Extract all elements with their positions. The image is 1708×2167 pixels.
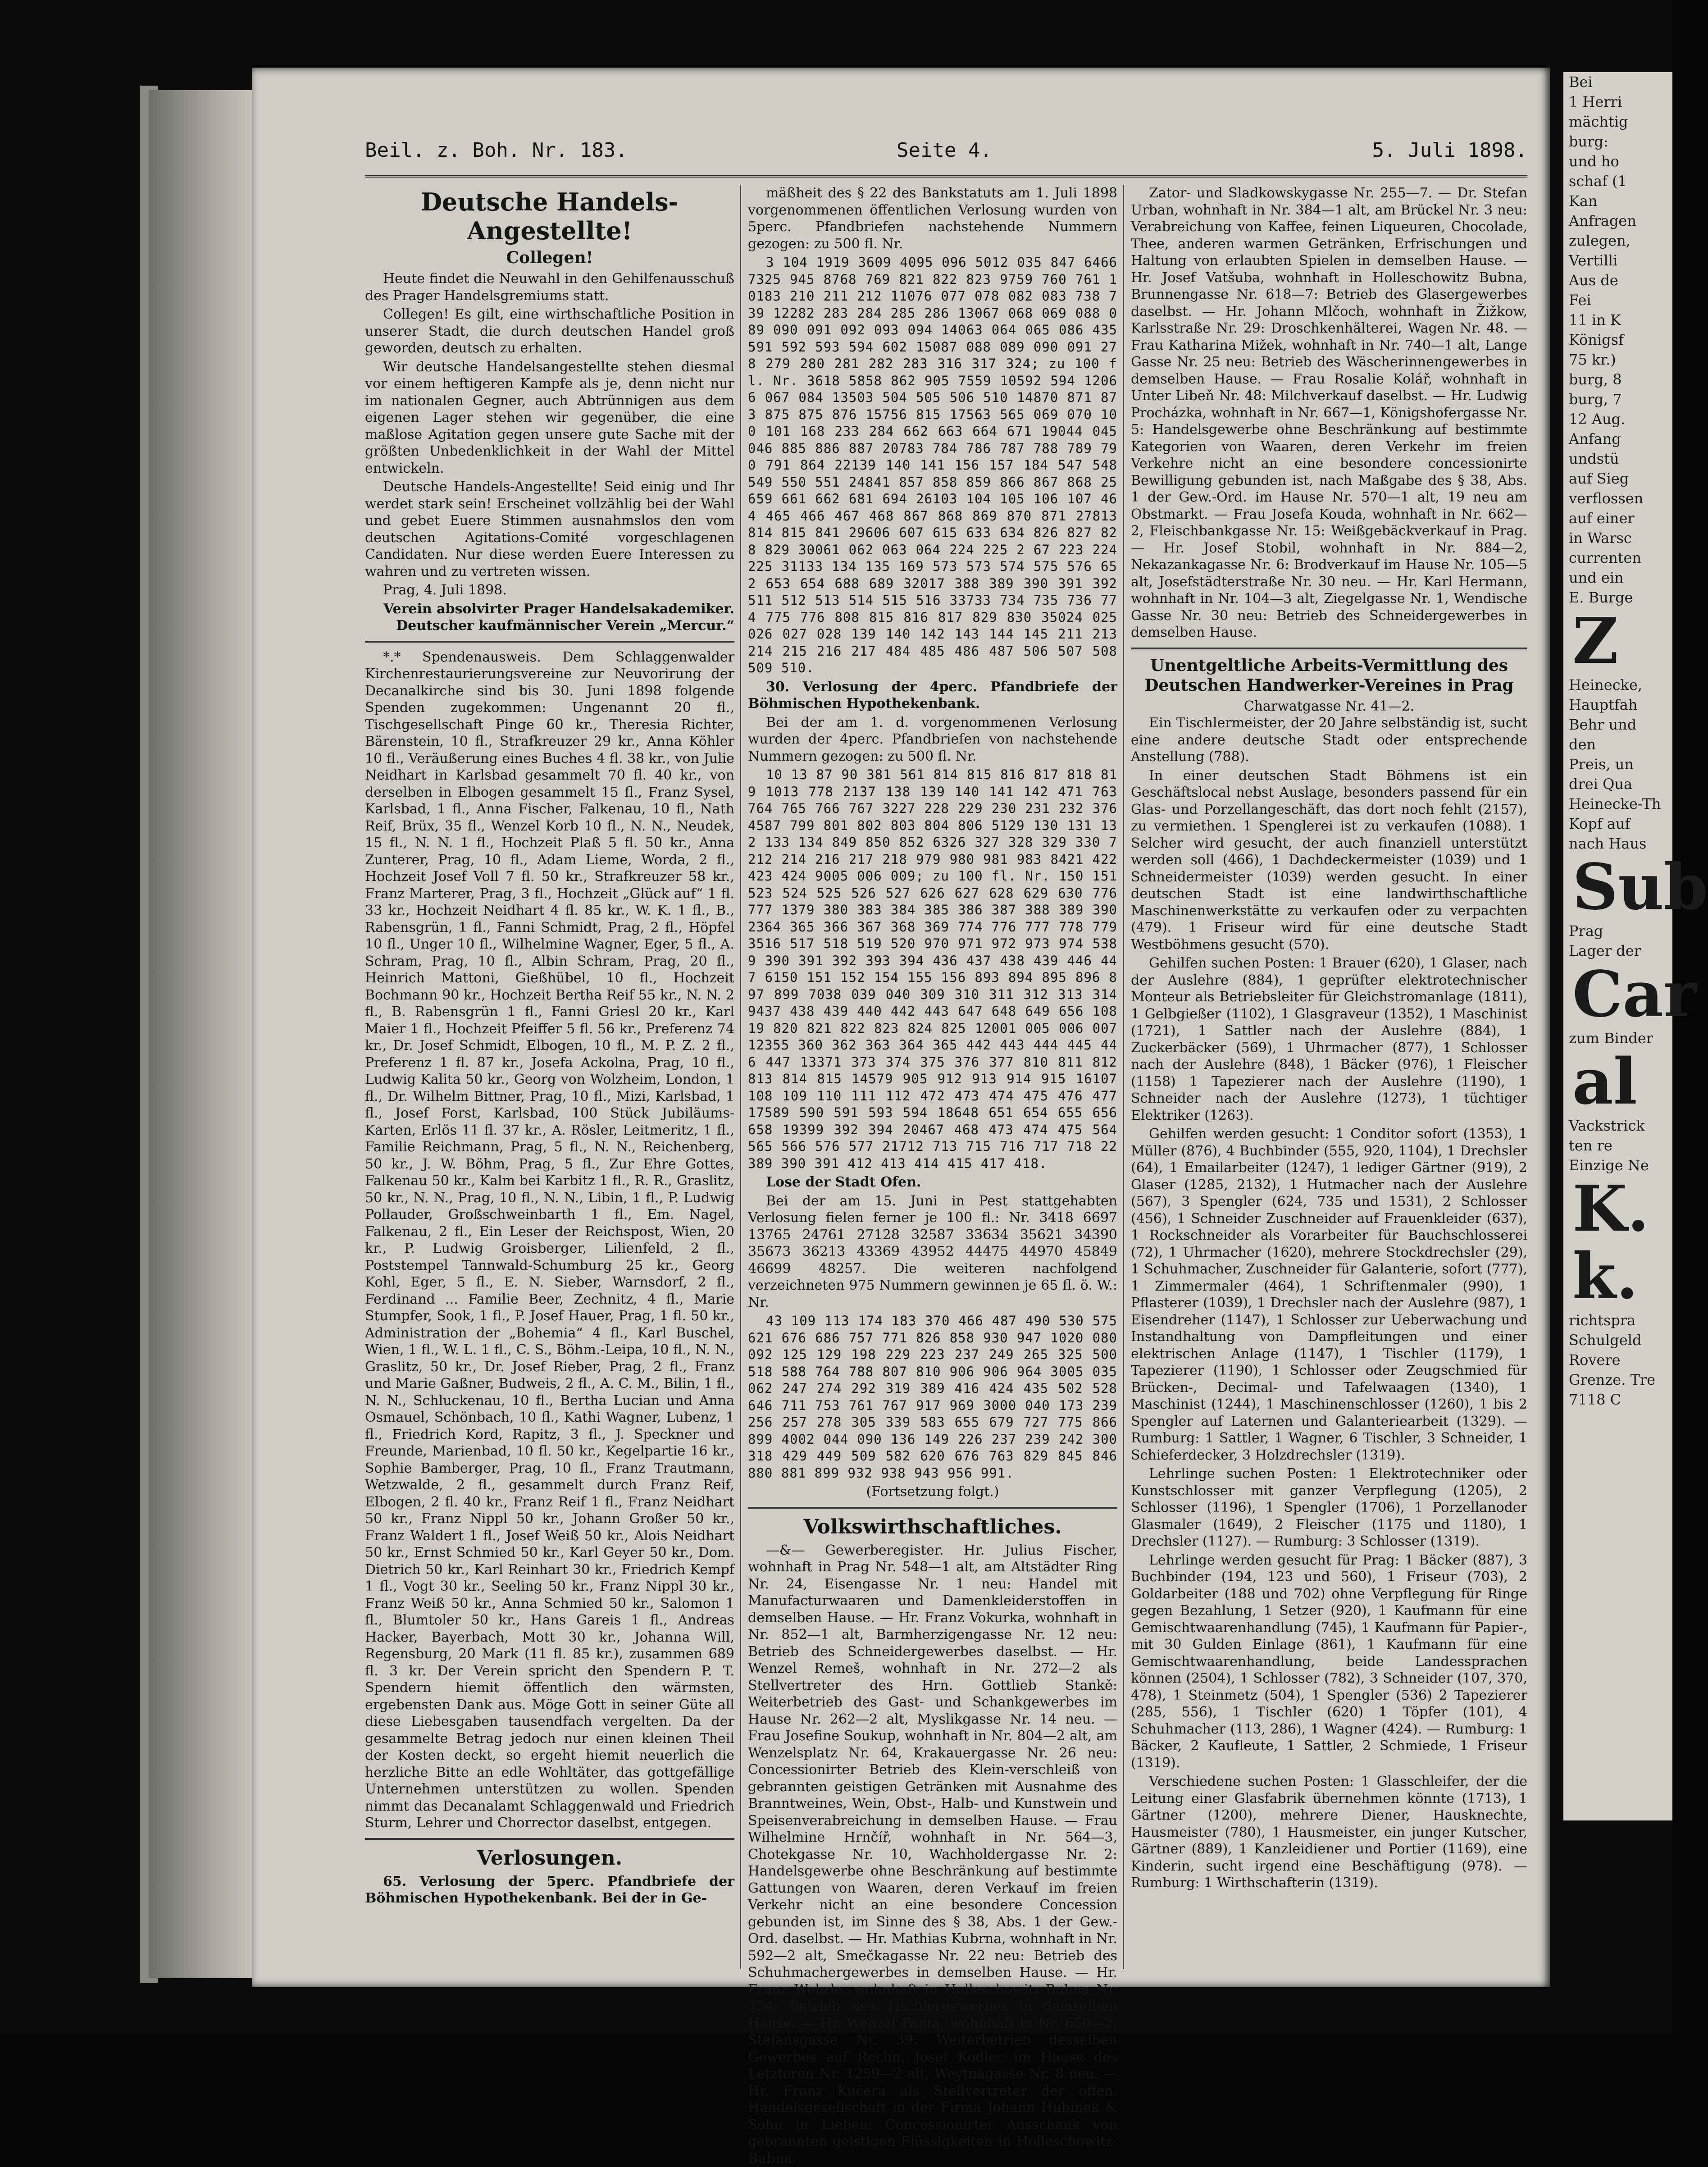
column-2 xyxy=(748,185,1117,1969)
lottery-text: Bei der am 15. Juni in Pest stattgehabten Verlosung fielen ferner je 100 fl.: Nr. 3418 6697 13765 24761 27128 32587 33634 35621 34390 35673 36213 43369 43952 44475 44970 45849 46699 48257. Die weiteren nachfolgend verzeichneten 975 Nummern gewinnen je 65 fl. ö. W.: Nr. xyxy=(748,1193,1117,1311)
donations-notice: *.* Spendenausweis. Dem Schlaggenwalder Kirchenrestaurierungsvereine zur Neuvorirung der Decanalkirche sind bis 30. Juni 1898 folgende Spenden zugekommen: Ungenannt 20 fl., Tischgesellschaft Pinge 60 kr., Theresia Richter, Bärenstein, 10 fl., Strafkreuzer 29 kr., Anna Köhler 10 fl., Veräußerung eines Buches 4 fl. 38 kr., von Julie Neidhart in Karlsbad gesammelt 70 fl. 40 kr., von derselben in Elbogen gesammelt 15 fl., Franz Sysel, Karlsbad, 1 fl., Anna Fischer, Falkenau, 10 fl., Nath Reif, Brüx, 35 fl., Wenzel Korb 10 fl., N. N., Neudek, 15 fl., N. N. 1 fl., Hochzeit Plaß 5 fl. 50 kr., Anna Zunterer, Prag, 10 fl., Adam Lieme, Worda, 2 fl., Hochzeit Josef Voll 7 fl. 50 kr., Strafkreuzer 58 kr., Franz Marterer, Prag, 3 fl., Hochzeit „Glück auf“ 1 fl. 33 kr., Hochzeit Neidhart 4 fl. 85 kr., W. K. 1 fl., B., Rabensgrün, 1 fl., Fanni Schmidt, Prag, 2 fl., Höpfel 10 fl., Unger 10 fl., Wilhelmine Wagner, Eger, 5 fl., A. Schram, Prag, 10 fl., Albin Schram, Prag, 20 fl., Heinrich Mattoni, Gießhübel, 10 fl., Hochzeit Bochmann 90 kr., Hochzeit Bertha Reif 55 kr., N. N. 2 fl., B. Rabensgrün 1 fl., Fanni Griesl 20 kr., Karl Maier 1 fl., Hochzeit Pfeiffer 5 fl. 56 kr., Preferenz 74 kr., Dr. Josef Schmidt, Elbogen, 10 fl., M. P. Z. 2 fl., Preferenz 1 fl. 87 kr., Josefa Ackolna, Prag, 10 fl., Ludwig Kalita 50 kr., Georg von Wolzheim, London, 1 fl., Dr. Wilhelm Bittner, Prag, 10 fl., Mizi, Karlsbad, 1 fl., Josef Forst, Karlsbad, 100 Stück Jubiläums-Karten, Erlös 11 fl. 37 kr., A. Rösler, Leitmeritz, 1 fl., Familie Reichmann, Prag, 5 fl., N. N., Reichenberg, 50 kr., J. W. Böhm, Prag, 5 fl., Zur Ehre Gottes, Falkenau 50 kr., Kalm bei Karbitz 1 fl., R. R., Graslitz, 50 kr., N. N., Prag, 10 fl., N. N., Libin, 1 fl., P. Ludwig Pollauder, Großschweinbarth 1 fl., Em. Nagel, Falkenau, 2 fl., Ein Leser der Reichspost, Wien, 20 kr., P. Ludwig Groisberger, Lilienfeld, 2 fl., Poststempel Tannwald-Schumburg 25 kr., Georg Kohl, Eger, 5 fl., E. N. Sieber, Warnsdorf, 2 fl., Ferdinand ... Familie Beer, Zechnitz, 4 fl., Marie Stumpfer, Sook, 1 fl., P. Josef Hauer, Prag, 1 fl. 50 kr., Administration der „Bohemia“ 4 fl., Karl Buschel, Wien, 1 fl., W. L. 1 fl., C. S., Böhm.-Leipa, 10 fl., N. N., Graslitz, 50 kr., Dr. Josef Rieber, Prag, 2 fl., Franz und Marie Gaßner, Budweis, 2 fl., A. C. M., Bilin, 1 fl., N. N., Schluckenau, 10 fl., Bertha Lucian und Anna Osmauel, Schönbach, 10 fl., Kathi Wagner, Lubenz, 1 fl., Friedrich Kord, Rapitz, 3 fl., J. Speckner und Freunde, Marienbad, 10 fl. 50 kr., Kegelpartie 16 kr., Sophie Bamberger, Prag, 10 fl., Franz Trautmann, Wetzwalde, 2 fl., gesammelt durch Franz Reif, Elbogen, 2 fl. 40 kr., Franz Reif 1 fl., Franz Neidhart 50 kr., Franz Nippl 50 kr., Johann Großer 50 kr., Franz Waldert 1 fl., Josef Weiß 50 kr., Alois Neidhart 50 kr., Ernst Schmied 50 kr., Karl Geyer 50 kr., Dom. Dietrich 50 kr., Karl Reinhart 30 kr., Friedrich Kempf 1 fl., Vogt 30 kr., Seeling 50 kr., Franz Nippl 30 kr., Franz Weiß 50 kr., Anna Schmied 50 kr., Salomon 1 fl., Blumtoler 50 kr., Hans Gareis 1 fl., Andreas Hacker, Bayerbach, Mott 30 kr., Johanna Will, Regensburg, 20 Mark (11 fl. 85 kr.), zusammen 689 fl. 3 kr. Der Verein spricht den Spendern P. T. Spendern hiemit öffentlich den wärmsten, ergebensten Dank aus. Möge Gott in seiner Güte all diese Liebesgaben tausendfach vergelten. Da der gesammelte Betrag jedoch nur einen kleinen Theil der Kosten deckt, so ergeht hiemit neuerlich die herzliche Bitte an edle Wohltäter, das gottgefällige Unternehmen unterstützen zu wollen. Spenden nimmt das Decanalamt Schlaggenwald und Friedrich Sturm, Lehrer und Chorrector daselbst, entgegen. xyxy=(365,649,734,1832)
lottery-intro: 65. Verlosung der 5perc. Pfandbriefe der Böhmischen Hypothekenbank. Bei der in Ge- xyxy=(365,1873,734,1907)
appeal-paragraph: Deutsche Handels-Angestellte! Seid einig und Ihr werdet stark sein! Erscheinet vollzählig bei der Wahl und gebet Euere Stimmen ausnahmslos den vom deutschen Agitations-Comité vorgeschlagenen Candidaten. Nur diese werden Euere Interessen zu wahren und zu vertreten wissen. xyxy=(365,479,734,580)
adjacent-page-line: 7118 C xyxy=(1563,1390,1672,1410)
adjacent-page-large-letters: al xyxy=(1563,1048,1672,1116)
adjacent-page-line: verflossen xyxy=(1563,488,1672,508)
labour-paragraph: Lehrlinge werden gesucht für Prag: 1 Bäcker (887), 3 Buchbinder (194, 123 und 560), 1 Friseur (703), 2 Goldarbeiter (188 und 702) ohne Verpflegung für Ringe gegen Bezahlung, 1 Setzer (920), 1 Kaufmann für eine Gemischtwaarenhandlung (745), 1 Kaufmann für Papier-, mit 30 Gulden Einlage (861), 1 Kaufmann für eine Gemischtwaarenhandlung, beide Landessprachen können (2504), 1 Schlosser (782), 3 Schneider (107, 370, 478), 1 Steinmetz (504), 1 Spengler (536) 2 Tapezierer (285, 556), 1 Tischler (620) 1 Töpfer (101), 4 Schuhmacher (113, 286), 1 Wagner (424). — Rumburg: 1 Bäcker, 2 Kaufleute, 1 Sattler, 2 Schmiede, 1 Friseur (1319). xyxy=(1131,1552,1527,1772)
adjacent-page-line: Einzige Ne xyxy=(1563,1155,1672,1175)
appeal-subtitle: Collegen! xyxy=(365,248,734,268)
appeal-title: Deutsche Handels-Angestellte! xyxy=(365,187,734,245)
lottery-title: 30. Verlosung der 4perc. Pfandbriefe der Böhmischen Hypothekenbank. xyxy=(748,679,1117,712)
adjacent-page-line: 1 Herri xyxy=(1563,92,1672,112)
adjacent-page-line: E. Burge xyxy=(1563,588,1672,607)
adjacent-page-line: ten re xyxy=(1563,1136,1672,1155)
section-title-lotteries: Verlosungen. xyxy=(365,1846,734,1870)
adjacent-page-line: burg: xyxy=(1563,132,1672,151)
adjacent-page-line: Vertilli xyxy=(1563,251,1672,270)
appeal-paragraph: Wir deutsche Handelsangestellte stehen diesmal vor einem heftigeren Kampfe als je, denn nicht nur im nationalen Gegner, auch Abtrünnigen aus dem eigenen Lager stehen wir gegenüber, die eine maßlose Agitation gegen unsere gute Sache mit der größten Unbedenklichkeit in der Wahl der Mittel entwickeln. xyxy=(365,359,734,477)
adjacent-page-line: 75 kr.) xyxy=(1563,350,1672,370)
adjacent-page-line: Lager der xyxy=(1563,941,1672,961)
labour-paragraph: Gehilfen werden gesucht: 1 Conditor sofort (1353), 1 Müller (876), 4 Buchbinder (555, 920, 1104), 1 Drechsler (64), 1 Emailarbeiter (1247), 1 lediger Gärtner (919), 2 Glaser (1285, 2132), 1 Hutmacher nach der Auslehre (567), 3 Spengler (624, 735 und 1531), 2 Schlosser (456), 1 Schneider Zuschneider auf Frauenkleider (637), 1 Rockschneider als Vorarbeiter für Bauchschlosserei (72), 1 Uhrmacher (1620), mehrere Stockdrechsler (29), 1 Schuhmacher, Zuschneider für Galanterie, sofort (777), 1 Zimmermaler (464), 1 Schriftenmaler (990), 1 Pflasterer (1039), 1 Drechsler nach der Auslehre (987), 1 Eisendreher (1147), 1 Schlosser zur Ueberwachung und Instandhaltung von Dampfleitungen und einer elektrischen Anlage (1147), 1 Tischler (1179), 1 Tapezierer (1190), 1 Schlosser oder Zeugschmied für Brücken-, Decimal- und Tafelwaagen (1340), 1 Maschinist (1244), 1 Maschinenschlosser (1260), 1 bis 2 Spengler auf Laternen und Galanteriearbeit (1329). — Rumburg: 1 Sattler, 1 Wagner, 6 Tischler, 3 Schneider, 1 Schieferdecker, 3 Holzdrechsler (1319). xyxy=(1131,1126,1527,1464)
lottery-numbers: 3 104 1919 3609 4095 096 5012 035 847 6466 7325 945 8768 769 821 822 823 9759 760 761 10183 210 211 212 11076 077 078 082 083 738 739 12282 283 284 285 286 13067 068 069 088 089 090 091 092 093 094 14063 064 065 086 435 591 592 593 594 602 15087 088 089 090 091 278 279 280 281 282 283 316 317 324; zu 100 fl. Nr. 3618 5858 862 905 7559 10592 594 12066 067 084 13503 504 505 506 510 14870 871 873 875 875 876 15756 815 17563 565 069 070 100 101 168 233 284 662 663 664 671 19044 045 046 885 886 887 20783 784 786 787 788 789 790 791 864 22139 140 141 156 157 184 547 548 549 550 551 24841 857 858 859 866 867 868 25659 661 662 681 694 26103 104 105 106 107 464 465 466 467 468 867 868 869 870 871 27813 814 815 841 29606 607 615 633 634 826 827 828 829 30061 062 063 064 224 225 2 67 223 224 225 31133 134 135 169 573 573 574 575 576 652 653 654 688 689 32017 388 389 390 391 392 511 512 513 514 515 516 33733 734 735 736 774 775 776 808 815 816 817 829 830 35024 025 026 027 028 139 140 142 143 144 145 211 213 214 215 216 217 484 485 486 487 506 507 508 509 510. xyxy=(748,254,1117,677)
adjacent-page-line: drei Qua xyxy=(1563,774,1672,794)
adjacent-page-line: Schulgeld xyxy=(1563,1330,1672,1350)
trade-register-cont: Zator- und Sladkowskygasse Nr. 255—7. — Dr. Stefan Urban, wohnhaft in Nr. 384—1 alt, am Brückel Nr. 3 neu: Verabreichung von Kaffee, feinen Liqueuren, Chocolade, Thee, anderen warmen Getränken, Erfrischungen und Haltung von erlaubten Spielen in demselben Hause. — Hr. Josef Vatšuba, wohnhaft in Holleschowitz Bubna, Brunnengasse Nr. 618—7: Betrieb des Glasergewerbes daselbst. — Hr. Johann Mlčoch, wohnhaft in Žižkow, Karlsstraße Nr. 29: Droschkenhälterei, Wagen Nr. 48. — Frau Katharina Mižek, wohnhaft in Nr. 740—1 alt, Lange Gasse Nr. 25 neu: Betrieb des Wäscherinnengewerbes in demselben Hause. — Frau Rosalie Kolář, wohnhaft in Unter Libeň Nr. 48: Milchverkauf daselbst. — Hr. Ludwig Procházka, wohnhaft in Nr. 667—1, Königshofergasse Nr. 5: Handelsgewerbe ohne Beschränkung auf bestimmte Kategorien von Waaren, deren Verkehr im freien Verkehre nicht an eine besondere concessionirte Bewilligung gebunden ist, nach Maßgabe des § 38, Abs. 1 der Gew.-Ord. im Hause Nr. 570—1 alt, 19 neu am Obstmarkt. — Frau Josefa Kouda, wohnhaft in Nr. 662—2, Fleischbankgasse Nr. 15: Weißgebäckverkauf in Prag. — Hr. Josef Stobil, wohnhaft in Nr. 884—2, Nekazankagasse Nr. 6: Brodverkauf im Hause Nr. 105—5 alt, Josefstädterstraße Nr. 30 neu. — Hr. Karl Hermann, wohnhaft in Nr. 104—3 alt, Ziegelgasse Nr. 1, Wendische Gasse Nr. 30 neu: Betrieb des Schneidergewerbes in demselben Hause. xyxy=(1131,185,1527,641)
adjacent-page-line: Aus de xyxy=(1563,270,1672,290)
labour-paragraph: Ein Tischlermeister, der 20 Jahre selbständig ist, sucht eine andere deutsche Stadt oder entsprechende Anstellung (788). xyxy=(1131,715,1527,766)
adjacent-page-line: auf Sieg xyxy=(1563,469,1672,488)
lottery-title: Lose der Stadt Ofen. xyxy=(748,1174,1117,1191)
adjacent-page-line: Bei xyxy=(1563,72,1672,92)
adjacent-page-line: Fei xyxy=(1563,290,1672,310)
adjacent-page-line: Prag xyxy=(1563,921,1672,941)
appeal-signature: Deutscher kaufmännischer Verein „Mercur.“ xyxy=(365,617,734,634)
adjacent-page-line: burg, 8 xyxy=(1563,370,1672,389)
header-issue: Beil. z. Boh. Nr. 183. xyxy=(365,139,628,162)
lottery-numbers: 43 109 113 174 183 370 466 487 490 530 575 621 676 686 757 771 826 858 930 947 1020 080 092 125 129 198 229 223 237 249 265 325 500 518 588 764 788 807 810 906 906 964 3005 035 062 247 274 292 319 389 416 424 435 502 528 646 711 753 761 767 917 969 3000 040 173 239 256 257 278 305 339 583 655 679 727 775 866 899 4002 044 090 136 149 226 237 239 242 300 318 429 449 509 582 620 676 763 829 845 846 880 881 899 932 938 943 956 991. xyxy=(748,1313,1117,1482)
adjacent-page-line: nach Haus xyxy=(1563,834,1672,853)
adjacent-page-large-letters: Car xyxy=(1563,961,1672,1028)
lottery-text: mäßheit des § 22 des Bankstatuts am 1. Juli 1898 vorgenommenen öffentlichen Verlosung wurden von 5perc. Pfandbriefen nachstehende Nummern gezogen: zu 500 fl. Nr. xyxy=(748,185,1117,252)
adjacent-page-line: Kan xyxy=(1563,191,1672,211)
adjacent-page-large-letters: K. k. xyxy=(1563,1175,1672,1310)
header-date: 5. Juli 1898. xyxy=(1372,139,1527,162)
continued-note: (Fortsetzung folgt.) xyxy=(748,1483,1117,1501)
adjacent-page-line: mächtig xyxy=(1563,112,1672,132)
adjacent-page-lines xyxy=(1563,72,1672,1410)
column-1 xyxy=(365,185,734,1969)
page-header xyxy=(365,134,1527,178)
adjacent-page-line: Anfang xyxy=(1563,429,1672,449)
adjacent-page-line: schaf (1 xyxy=(1563,171,1672,191)
adjacent-page-line: undstü xyxy=(1563,449,1672,469)
appeal-paragraph: Collegen! Es gilt, eine wirthschaftliche Position in unserer Stadt, die durch deutschen Handel groß geworden, deutsch zu erhalten. xyxy=(365,306,734,357)
adjacent-page-line: currenten xyxy=(1563,548,1672,568)
newspaper-page xyxy=(252,68,1550,1987)
appeal-paragraph: Heute findet die Neuwahl in den Gehilfenausschuß des Prager Handelsgremiums statt. xyxy=(365,270,734,304)
section-title-economy: Volkswirthschaftliches. xyxy=(748,1515,1117,1539)
adjacent-page-line: Anfragen xyxy=(1563,211,1672,231)
adjacent-page-line: Heinecke-Th xyxy=(1563,794,1672,814)
adjacent-page-line: und ein xyxy=(1563,568,1672,588)
lottery-numbers: 10 13 87 90 381 561 814 815 816 817 818 819 1013 778 2137 138 139 140 141 142 471 763 764 765 766 767 3227 228 229 230 231 232 376 4587 799 801 802 803 804 806 5129 130 131 132 133 134 849 850 852 6326 327 328 329 330 7212 214 216 217 218 979 980 981 983 8421 422 423 424 9005 006 009; zu 100 fl. Nr. 150 151 523 524 525 526 527 626 627 628 629 630 776 777 1379 380 383 384 385 386 387 388 389 390 2364 365 366 367 368 369 774 776 777 778 779 3516 517 518 519 520 970 971 972 973 974 5389 390 391 392 393 394 436 437 438 439 446 447 6150 151 152 154 155 156 893 894 895 896 897 899 7038 039 040 309 310 311 312 313 314 9437 438 439 440 442 443 647 648 649 656 10819 820 821 822 823 824 825 12001 005 006 007 12355 360 362 363 364 365 442 443 444 445 446 447 13371 373 374 375 376 377 810 811 812 813 814 815 14579 905 912 913 914 915 16107 108 109 110 111 112 472 473 474 475 476 477 17589 590 591 593 594 18648 651 654 655 656 658 19399 392 394 20467 468 473 474 475 564 565 566 576 577 21712 713 715 716 717 718 22389 390 391 412 413 414 415 417 418. xyxy=(748,766,1117,1172)
adjacent-page-large-letters: Sub xyxy=(1563,853,1672,921)
lottery-text: Bei der am 1. d. vorgenommenen Verlosung wurden der 4perc. Pfandbriefen von nachstehende Nummern gezogen: zu 500 fl. Nr. xyxy=(748,714,1117,765)
adjacent-page-line: Heinecke, xyxy=(1563,675,1672,695)
adjacent-page-line: zulegen, xyxy=(1563,231,1672,251)
adjacent-page-line: Kopf auf xyxy=(1563,814,1672,834)
adjacent-page-line: in Warsc xyxy=(1563,528,1672,548)
adjacent-page-line: den xyxy=(1563,734,1672,754)
section-divider xyxy=(365,641,734,643)
adjacent-page-line: Hauptfah xyxy=(1563,695,1672,715)
appeal-signature: Verein absolvirter Prager Handelsakademiker. xyxy=(365,601,734,618)
adjacent-page-line: auf einer xyxy=(1563,508,1672,528)
column-rule xyxy=(1123,185,1124,1969)
adjacent-page-line: Behr und xyxy=(1563,715,1672,734)
labour-exchange-address: Charwatgasse Nr. 41—2. xyxy=(1131,698,1527,715)
adjacent-page-line: zum Binder xyxy=(1563,1028,1672,1048)
header-page-number: Seite 4. xyxy=(897,139,992,162)
adjacent-page-line: Grenze. Tre xyxy=(1563,1370,1672,1390)
adjacent-page-line: Preis, un xyxy=(1563,754,1672,774)
labour-paragraph: In einer deutschen Stadt Böhmens ist ein Geschäftslocal nebst Auslage, besonders passend für ein Glas- und Porzellangeschäft, das dort noch fehlt (2157), zu vermiethen. 1 Spenglerei ist zu verkaufen (1088). 1 Selcher wird gesucht, der auch finanziell unterstützt werden soll (466), 1 Dachdeckermeister (1039) und 1 Schneidermeister (1039) werden gesucht. In einer deutschen Stadt ist eine landwirthschaftliche Maschinenwerkstätte zu verkaufen oder zu verpachten (479). 1 Friseur wird für eine deutsche Stadt Westböhmens gesucht (570). xyxy=(1131,767,1527,953)
adjacent-page-fragment xyxy=(1563,72,1672,1820)
section-divider xyxy=(1131,648,1527,649)
column-3 xyxy=(1131,185,1527,1969)
trade-register: —&— Gewerberegister. Hr. Julius Fischer, wohnhaft in Prag Nr. 548—1 alt, am Altstädter Ring Nr. 24, Eisengasse Nr. 1 neu: Handel mit Manufacturwaaren und Damenkleiderstoffen in demselben Hause. — Hr. Franz Vokurka, wohnhaft in Nr. 852—1 alt, Barmherzigengasse Nr. 12 neu: Betrieb des Schneidergewerbes daselbst. — Hr. Wenzel Remeš, wohnhaft in Nr. 272—2 als Stellvertreter des Hrn. Gottlieb Stankě: Weiterbetrieb des Gast- und Schankgewerbes im Hause Nr. 262—2 alt, Myslikgasse Nr. 14 neu. — Frau Josefine Soukup, wohnhaft in Nr. 804—2 alt, am Wenzelsplatz Nr. 64, Krakauergasse Nr. 26 neu: Concessionirter Betrieb des Klein-verschleiß von gebrannten geistigen Getränken mit Ausnahme des Branntweines, Wein, Obst-, Halb- und Kunstwein und Speisenverabreichung in demselben Hause. — Frau Wilhelmine Hrnčíř, wohnhaft in Nr. 564—3, Chotekgasse Nr. 10, Wachholdergasse Nr. 2: Handelsgewerbe ohne Beschränkung auf bestimmte Gattungen von Waaren, deren Verkauf im freien Verkehr nicht an eine besondere Concession gebunden ist, im Sinne des § 38, Abs. 1 der Gew.-Ord. daselbst. — Hr. Mathias Kubrna, wohnhaft in Nr. 592—2 alt, Smečkagasse Nr. 22 neu: Betrieb des Schuhmachergewerbes in demselben Hause. — Hr. Franz Wehrle, wohnhaft in Holleschowitz-Bubna Nr. 754: Betrieb des Tischlergewerbes in demselben Hause. — Hr. Wenzel Fanta, wohnhaft in Nr. 650—2, Stefansgasse Nr. 39: Weiterbetrieb desselben Gewerbes auf Rechn. Josef Kodlec im Hause des Letzteren Nr. 1259—2 alt, Weytnagasse Nr. 8 neu. — Hr. Franz Kučera als Stellvertreter der offen. Handelsgesellschaft in der Firma Johann Hubinek & Sohn in Lieben: Concessionirter Ausschank von gebrannten geistigen Flüssigkeiten in Holleschowitz-Bubna, xyxy=(748,1542,1117,2167)
adjacent-page-line: richtspra xyxy=(1563,1310,1672,1330)
column-rule xyxy=(740,185,741,1969)
section-divider xyxy=(365,1838,734,1840)
labour-paragraph: Verschiedene suchen Posten: 1 Glasschleifer, der die Leitung einer Glasfabrik übernehmen könnte (1713), 1 Gärtner (1200), mehrere Diener, Hausknechte, Hausmeister (780), 1 Hausmeister, ein junger Kutscher, Gärtner (889), 1 Kanzleidiener und Portier (1169), eine Kinderin, sucht irgend eine Beschäftigung (978). — Rumburg: 1 Wirthschafterin (1319). xyxy=(1131,1773,1527,1892)
labour-paragraph: Gehilfen suchen Posten: 1 Brauer (620), 1 Glaser, nach der Auslehre (884), 1 geprüfter elektrotechnischer Monteur als Betriebsleiter für Gleichstromanlage (1811), 1 Gelbgießer (1102), 1 Glasgraveur (1352), 1 Maschinist (1721), 1 Sattler nach der Auslehre (884), 1 Zuckerbäcker (569), 1 Uhrmacher (877), 1 Schlosser nach der Auslehre (848), 1 Bäcker (976), 1 Fleischer (1158) 1 Tapezierer nach der Auslehre (1190), 1 Schneider nach der Auslehre (1273), 1 tüchtiger Elektriker (1263). xyxy=(1131,955,1527,1124)
section-divider xyxy=(748,1507,1117,1509)
adjacent-page-line: 11 in K xyxy=(1563,310,1672,330)
adjacent-page-line: Rovere xyxy=(1563,1350,1672,1370)
adjacent-page-line: 12 Aug. xyxy=(1563,409,1672,429)
adjacent-page-line: Vackstrick xyxy=(1563,1116,1672,1136)
appeal-date: Prag, 4. Juli 1898. xyxy=(365,582,734,599)
adjacent-page-large-letters: Z xyxy=(1563,607,1672,675)
labour-paragraph: Lehrlinge suchen Posten: 1 Elektrotechniker oder Kunstschlosser mit ganzer Verpflegung (1205), 2 Schlosser (1196), 1 Spengler (1706), 1 Porzellanoder Glasmaler (1649), 2 Fleischer (1175 und 1180), 1 Drechsler (1127). — Rumburg: 3 Schlosser (1319). xyxy=(1131,1465,1527,1550)
labour-exchange-title: Unentgeltliche Arbeits-Vermittlung des Deutschen Handwerker-Vereines in Prag xyxy=(1131,656,1527,695)
adjacent-page-line: und ho xyxy=(1563,151,1672,171)
adjacent-page-line: burg, 7 xyxy=(1563,389,1672,409)
adjacent-page-line: Königsf xyxy=(1563,330,1672,350)
page-gutter xyxy=(149,90,257,1978)
